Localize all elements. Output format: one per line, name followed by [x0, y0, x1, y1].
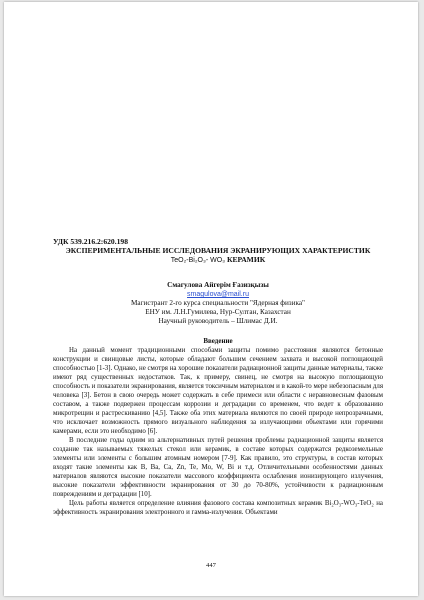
author-block: [53, 281, 383, 326]
article-body: [53, 337, 383, 517]
article-title-line2: [53, 255, 383, 265]
section-heading: Введение: [203, 337, 233, 345]
author-name: Смагулова Айгерім Ғазизқызы: [167, 281, 269, 289]
page-number: 447: [206, 562, 216, 569]
author-affiliation-2: ЕНУ им. Л.Н.Гумилева, Нур-Султан, Казахстан: [145, 308, 291, 316]
udc-code: УДК 539.216.2:620.198: [53, 237, 129, 246]
author-affiliation-1: Магистрант 2-го курса специальности "Ядерная физика": [131, 299, 305, 307]
title-formula: TeO₂-Bi₂O₃- WO₃: [170, 257, 226, 264]
article-header: [53, 237, 383, 265]
paragraph-3: Цель работы является определение влияния фазового состава композитных керамик Bi₂O₃-WO₃-TeO₂ на эффективность экранирования электронного и гамма-излучения. Объектами: [53, 500, 383, 516]
author-email[interactable]: smagulova@mail.ru: [187, 291, 249, 298]
paragraph-1: На данный момент традиционными способами защиты помимо расстояния являются бетонные конструкции и свинцовые листы, которые обладают большим сечением захвата и высокой поглощающей способностью [1-3]. Однако, не смотря на хорошие показатели радиационной защиты данные материалы, также имеют ряд существенных недостатков. Так, к примеру, свинец, не смотря на высокую поглощающую способность и показатели экранирования, является токсичным материалом и в какой-то мере небезопасным для человека [3]. Бетон в свою очередь может содержать в себе примеси или области с неравновесным фазовым составом, а также подвержен процессам коррозии и деградации со временем, что ведет к образованию микротрещин и растрескиванию [4,5]. Также оба этих материала являются по своей природе непрозрачными, что исключает возможность прямого визуального наблюдения за излучающими объектами или горячими камерами, если это необходимо [6].: [53, 347, 383, 435]
article-title: ЭКСПЕРИМЕНТАЛЬНЫЕ ИССЛЕДОВАНИЯ ЭКРАНИРУЮЩИХ ХАРАКТЕРИСТИК: [65, 246, 371, 255]
paragraph-2: В последние годы одним из альтернативных путей решения проблемы радиационной защиты является создание так называемых тяжелых стекол или керамик, в составе которых содержатся редкоземельные элементы или элементы с большим атомным номером [7-9]. Как правило, это структуры, в состав которых входят такие элементы как B, Ba, Ca, Zn, Te, Mo, W, Bi и т.д. Отличительными особенностями данных материалов являются высокие показатели массового коэффициента ослабления ионизирующего излучения, высокие показатели эффективности экранирования от 30 до 70-80%, устойчивости к радиационным повреждениям и деградации [10].: [53, 437, 383, 498]
scientific-advisor: Научный руководитель – Шлимас Д.И.: [158, 317, 278, 325]
paper-page: [4, 2, 418, 596]
title-suffix: КЕРАМИК: [226, 255, 266, 264]
